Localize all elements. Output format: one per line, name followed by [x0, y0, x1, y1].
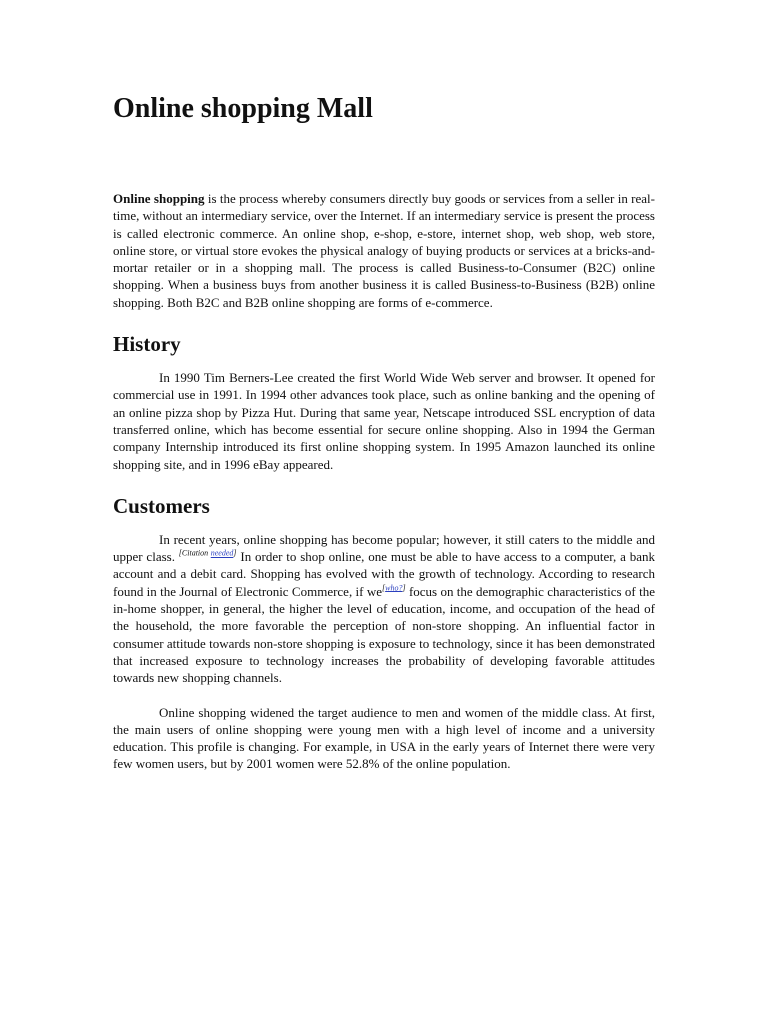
- customers-p1-part3: focus on the demographic characteristics of the in-home shopper, in general, the higher the level of education, income, and occupation of the head of the household, the more favorable the perception of non-store shopping. An influential factor in consumer attitude towards non-store shopping is exposure to technology, since it has been demonstrated that increased exposure to technology increases the probability of developing favorable attitudes towards new shopping channels.: [113, 583, 655, 686]
- customers-paragraph-1: [113, 531, 655, 687]
- citation-needed-note: [Citation needed]: [178, 548, 237, 558]
- customers-paragraph-2: Online shopping widened the target audience to men and women of the middle class. At first, the main users of online shopping were young men with a high level of income and a university education. This profile is changing. For example, in USA in the early years of Internet there were very few women users, but by 2001 women were 52.8% of the online population.: [113, 704, 655, 772]
- citation-needed-link[interactable]: needed: [210, 548, 234, 558]
- history-paragraph: In 1990 Tim Berners-Lee created the first World Wide Web server and browser. It opened for commercial use in 1991. In 1994 other advances took place, such as online banking and the opening of an online pizza shop by Pizza Hut. During that same year, Netscape introduced SSL encryption of data transferred online, which has become essential for secure online shopping. Also in 1994 the German company Internship introduced its first online shopping system. In 1995 Amazon launched its online shopping site, and in 1996 eBay appeared.: [113, 370, 655, 472]
- document-page: [113, 92, 655, 773]
- customers-p1-part2: In order to shop online, one must be able to have access to a computer, a bank account and a debit card. Shopping has evolved with the growth of technology. According to research found in the Journal of Electronic Commerce, if we: [113, 549, 655, 599]
- who-link[interactable]: who?: [385, 583, 403, 593]
- intro-paragraph: [113, 190, 655, 311]
- customers-heading: Customers: [113, 493, 210, 518]
- page-title: Online shopping Mall: [113, 93, 373, 124]
- citation-word: Citation: [181, 548, 211, 558]
- who-note: [who?]: [382, 583, 406, 593]
- customers-p1-part1: In recent years, online shopping has become popular; however, it still caters to the middle and upper class.: [113, 531, 655, 565]
- intro-text: is the process whereby consumers directly buy goods or services from a seller in real-time, without an intermediary service, over the Internet. If an intermediary service is present the process is called electronic commerce. An online shop, e-shop, e-store, internet shop, web shop, web store, online store, or virtual store evokes the physical analogy of buying products or services at a bricks-and-mortar retailer or in a shopping mall. The process is called Business-to-Consumer (B2C) online shopping. When a business buys from another business it is called Business-to-Business (B2B) online shopping. Both B2C and B2B online shopping are forms of e-commerce.: [113, 191, 655, 310]
- intro-term: Online shopping: [113, 191, 205, 206]
- history-heading: History: [113, 332, 181, 357]
